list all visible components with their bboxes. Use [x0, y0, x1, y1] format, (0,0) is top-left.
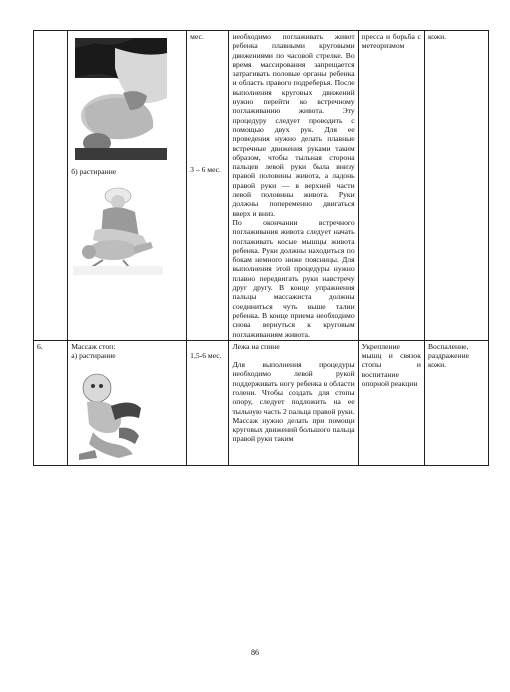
method-cell	[68, 31, 187, 341]
technique-paragraph: По окончании встречного поглаживания живота следует начать поглаживать косые мышцы живота ребенка. Руки должны находиться по бокам немного ниже поясницы. Для выполнения этой процедуры нужно плавно передвигать руки навстречу друг другу. В конце упражнения пальцы массажиста должны соединиться чуть выше талии ребенка. В конце приема необходимо снова вернуться к круговым поглаживаниям живота.	[232, 217, 355, 339]
technique-cell	[229, 31, 358, 341]
photo-massage-rubbing-icon	[73, 180, 163, 275]
table-row	[34, 340, 489, 466]
contraindication-cell: Воспаление, раздражение кожи.	[424, 340, 488, 466]
technique-cell	[229, 340, 358, 466]
massage-table	[33, 30, 489, 466]
technique-paragraph: Для выполнения процедуры необходимо левой рукой поддерживать ногу ребенка в области голени. Чтобы создать для стопы опору, следует подложить на ее тыльную часть 2 пальца правой руки. Массаж нужно делать при помощи круговых движений большого пальца правой руки таким	[232, 360, 355, 444]
effect-cell: пресса и борьба с метеоризмом	[358, 31, 424, 341]
technique-paragraph: необходимо поглаживать живот ребенка плавными круговыми движениями по часовой стрелке. Во время массирования запрещается затрагивать половые органы ребенка и область правого подреберья. После выполнения круговых движений нужно перейти ко встречному поглаживанию живота. Эту процедуру следует проводить с помощью двух рук. Для ее проведения нужно делать плавные встречные движения руками таким образом, чтобы тыльная сторона пальцев левой руки была внизу правой половины живота, а ладонь правой руки — в верхней части левой половины живота. Руки должны попеременно двигаться вверх и вниз.	[232, 32, 355, 218]
method-label: б) растирание	[71, 167, 117, 176]
age-text-1: мес.	[190, 32, 204, 41]
method-title: Массаж стоп:	[71, 341, 116, 351]
photo-massage-abdomen-icon	[75, 38, 167, 160]
age-text: 1,5-6 мес.	[190, 350, 222, 360]
page-number: 86	[251, 648, 259, 657]
age-text-2: 3 – 6 мес.	[190, 165, 221, 175]
photo-foot-massage-icon	[75, 366, 145, 460]
method-label: а) растирание	[71, 351, 116, 361]
effect-cell: Укрепление мышц и связок стопы и воспитание опорной реакции	[358, 340, 424, 466]
age-cell	[187, 31, 229, 341]
table-row	[34, 31, 489, 341]
age-cell	[187, 340, 229, 466]
position-text: Лежа на спине	[232, 341, 280, 351]
row-number-cell	[34, 31, 68, 341]
contraindication-cell: кожи.	[424, 31, 488, 341]
method-cell	[68, 340, 187, 466]
row-number-cell: 6.	[34, 340, 68, 466]
